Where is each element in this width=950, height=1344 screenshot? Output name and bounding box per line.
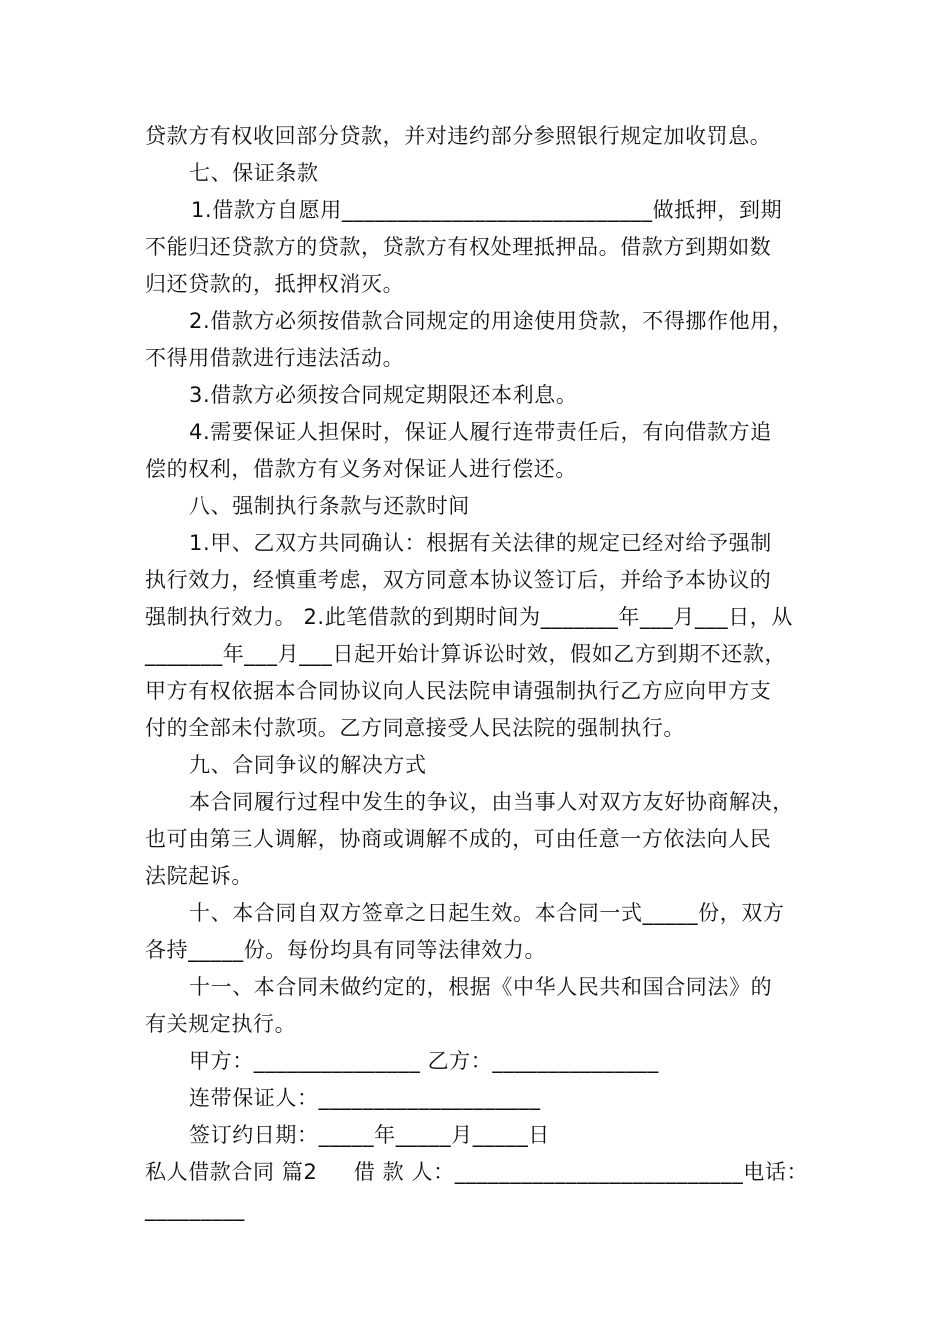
paragraph-line: 付的全部未付款项。乙方同意接受人民法院的强制执行。 (145, 716, 685, 740)
paragraph-line: 3.借款方必须按合同规定期限还本利息。 (189, 383, 578, 407)
paragraph-line: 强制执行效力。 2.此笔借款的到期时间为_______年___月___日，从 (145, 605, 794, 629)
section-heading: 八、强制执行条款与还款时间 (189, 494, 470, 518)
paragraph-line: 执行效力，经慎重考虑，双方同意本协议签订后，并给予本协议的 (145, 568, 772, 592)
paragraph-line: 2.借款方必须按借款合同规定的用途使用贷款，不得挪作他用， (189, 309, 794, 333)
paragraph-line: 1.甲、乙双方共同确认：根据有关法律的规定已经对给予强制 (189, 531, 772, 555)
paragraph-line: 本合同履行过程中发生的争议，由当事人对双方友好协商解决， (189, 790, 794, 814)
contract-part2-heading: 私人借款合同 篇2 借 款 人：__________________________电话： (145, 1160, 809, 1184)
signature-party-line: 甲方：_______________ 乙方：_______________ (189, 1049, 659, 1073)
paragraph-line: 不能归还贷款方的贷款，贷款方有权处理抵押品。借款方到期如数 (145, 235, 772, 259)
phone-blank-line: _________ (145, 1197, 245, 1221)
paragraph-line: 不得用借款进行违法活动。 (145, 346, 405, 370)
section-heading: 九、合同争议的解决方式 (189, 753, 427, 777)
paragraph-line: 法院起诉。 (145, 864, 253, 888)
paragraph-line: 4.需要保证人担保时，保证人履行连带责任后，有向借款方追 (189, 420, 772, 444)
paragraph-line: 有关规定执行。 (145, 1012, 297, 1036)
paragraph-line: 偿的权利，借款方有义务对保证人进行偿还。 (145, 457, 577, 481)
section-heading: 七、保证条款 (189, 161, 319, 185)
paragraph-line: 各持_____份。每份均具有同等法律效力。 (145, 938, 547, 962)
paragraph-line: 十、本合同自双方签章之日起生效。本合同一式_____份，双方 (189, 901, 785, 925)
paragraph-line: 甲方有权依据本合同协议向人民法院申请强制执行乙方应向甲方支 (145, 679, 772, 703)
paragraph-line: 归还贷款的，抵押权消灭。 (145, 272, 405, 296)
paragraph-line: 1.借款方自愿用____________________________做抵押，到期 (191, 198, 783, 222)
guarantor-line: 连带保证人：____________________ (189, 1086, 541, 1110)
signing-date-line: 签订约日期：_____年_____月_____日 (189, 1123, 550, 1147)
paragraph-line: 也可由第三人调解，协商或调解不成的，可由任意一方依法向人民 (145, 827, 772, 851)
paragraph-line: 贷款方有权收回部分贷款，并对违约部分参照银行规定加收罚息。 (145, 124, 772, 148)
paragraph-line: _______年___月___日起开始计算诉讼时效，假如乙方到期不还款， (145, 642, 787, 666)
paragraph-line: 十一、本合同未做约定的，根据《中华人民共和国合同法》的 (189, 975, 773, 999)
